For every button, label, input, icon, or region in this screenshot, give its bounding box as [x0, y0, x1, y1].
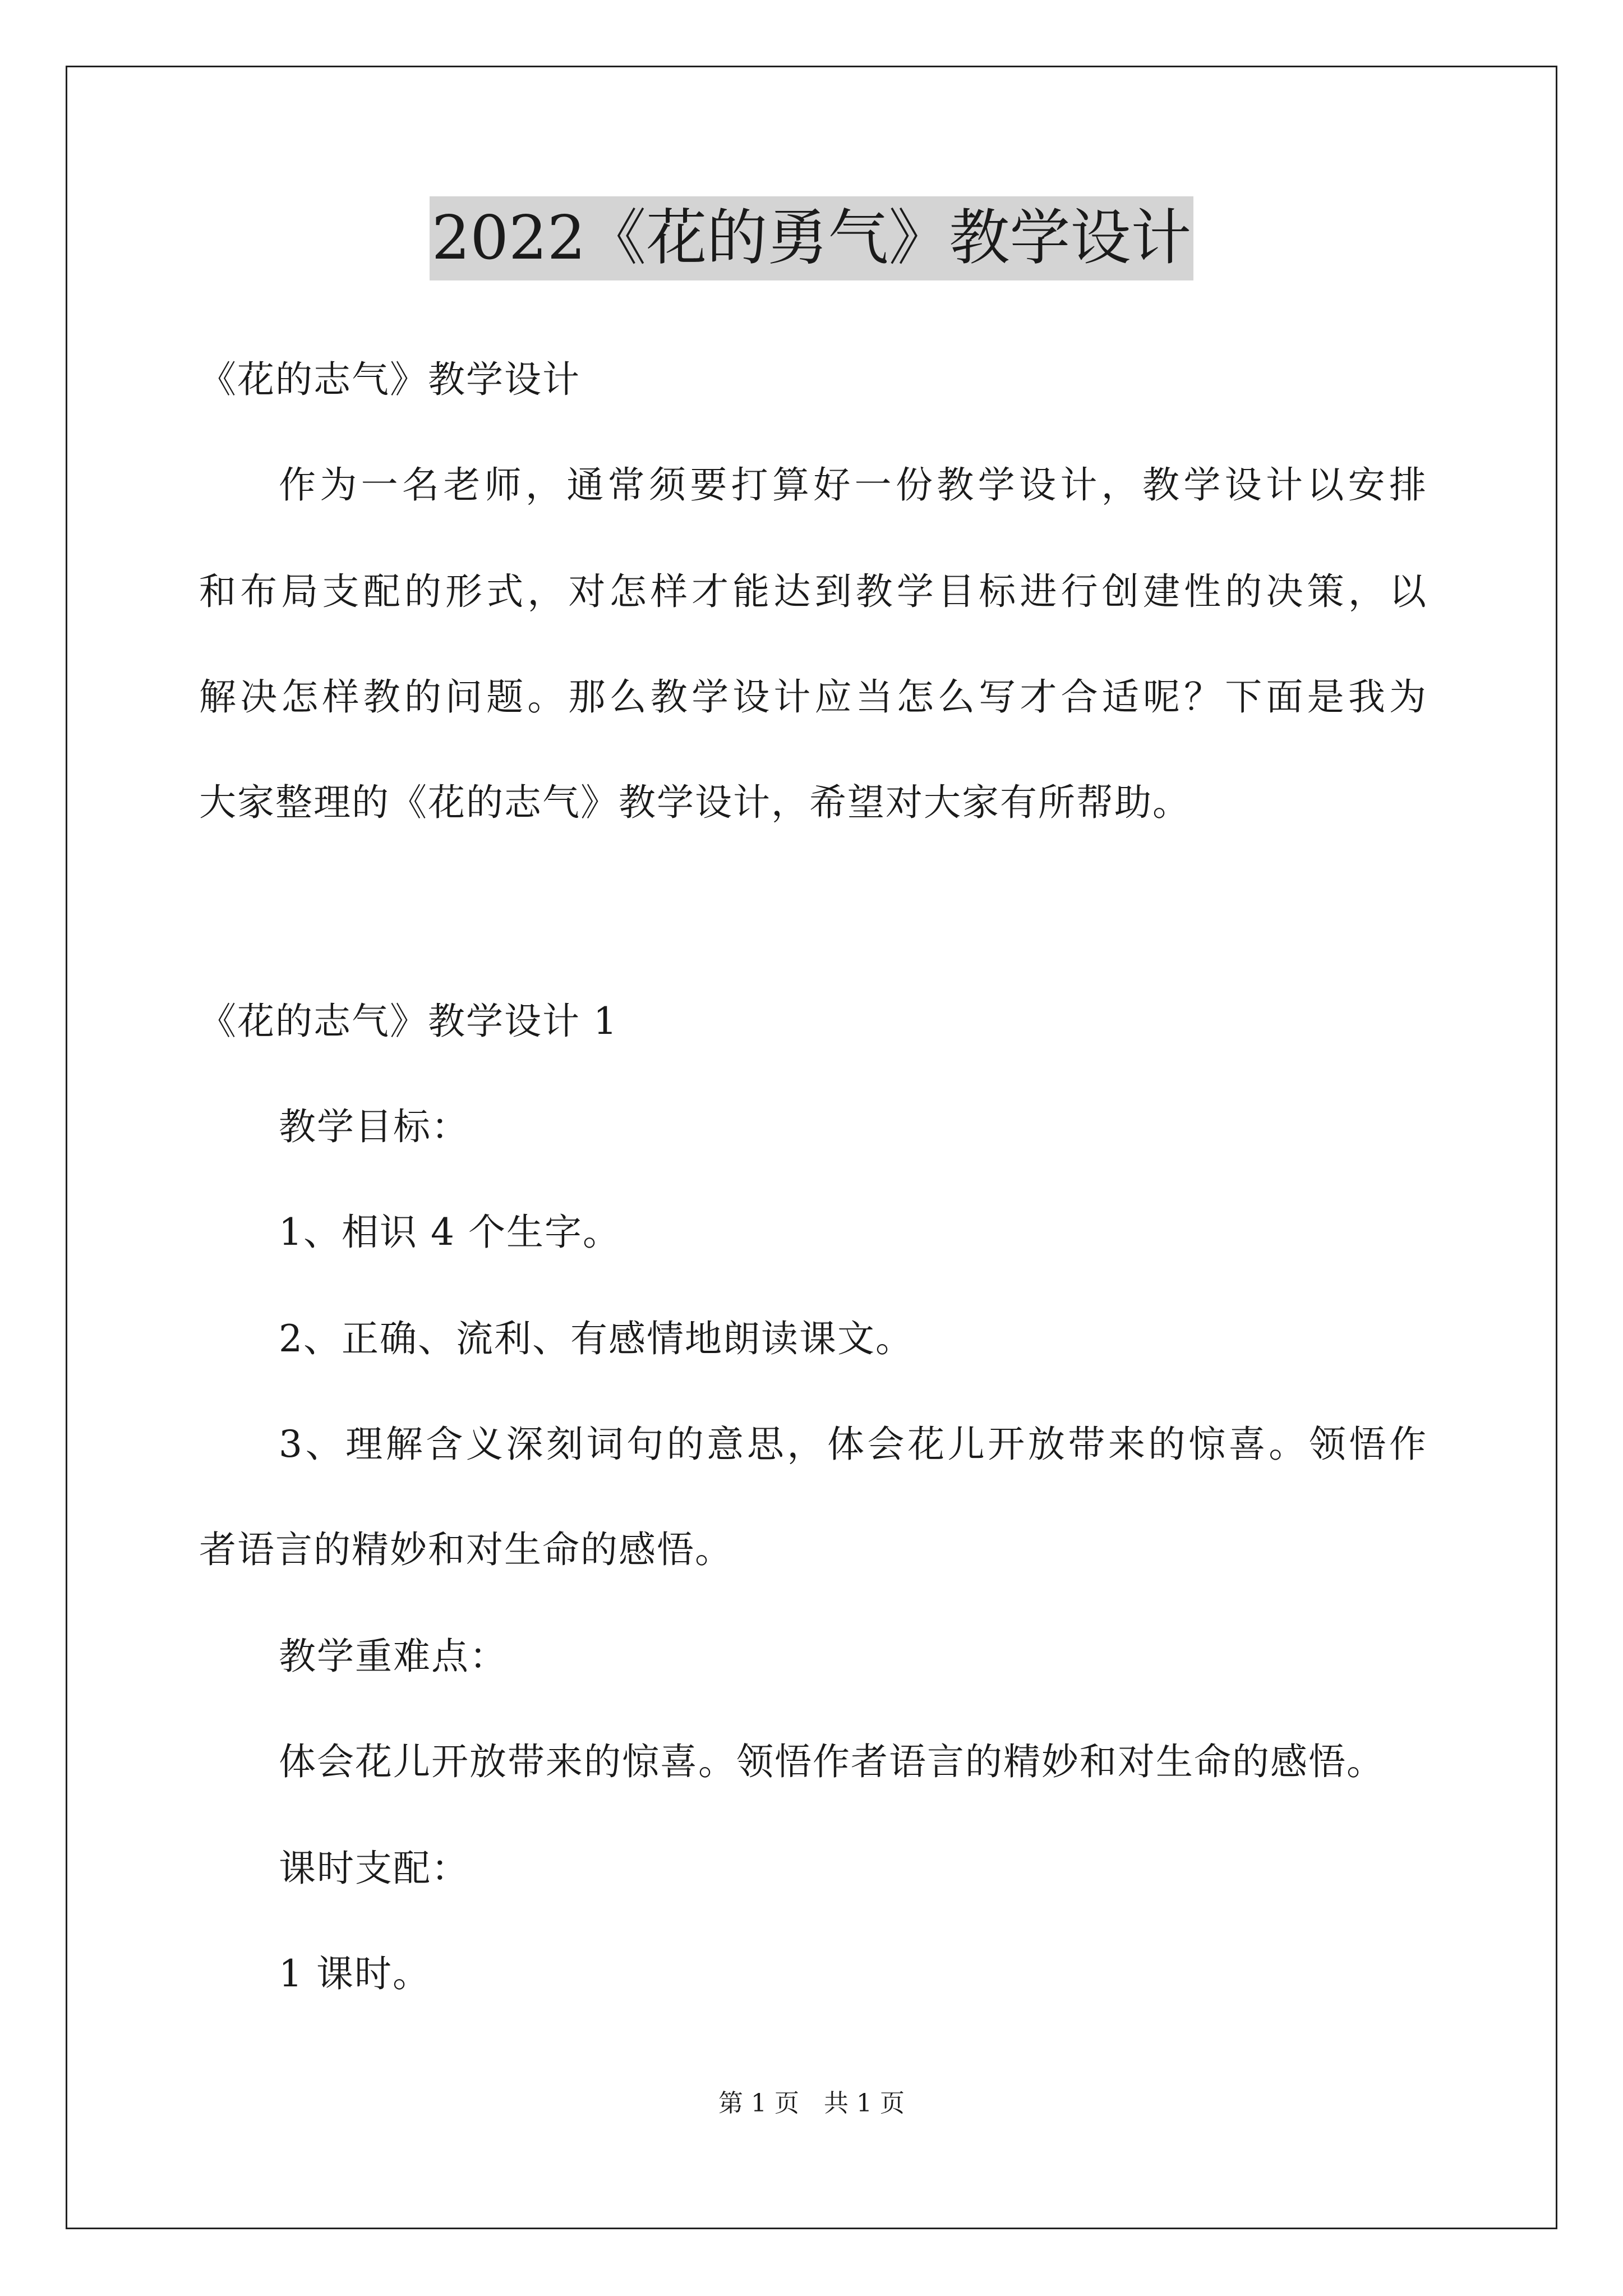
title-container [0, 196, 1623, 280]
document-subtitle: 《花的志气》教学设计 [199, 358, 580, 401]
goal-2: 2、正确、流利、有感情地朗读课文。 [279, 1317, 914, 1360]
page-footer: 第 1 页 共 1 页 [718, 2089, 905, 2118]
schedule-text: 1 课时。 [279, 1952, 431, 1995]
intro-line-2: 和布局支配的形式，对怎样才能达到教学目标进行创建性的决策，以 [199, 570, 1427, 613]
section-heading: 《花的志气》教学设计 1 [199, 1000, 618, 1043]
key-points-text: 体会花儿开放带来的惊喜。领悟作者语言的精妙和对生命的感悟。 [279, 1740, 1385, 1783]
goal-3-line-2: 者语言的精妙和对生命的感悟。 [199, 1528, 733, 1571]
intro-line-3: 解决怎样教的问题。那么教学设计应当怎么写才合适呢？下面是我为 [199, 675, 1427, 719]
goals-heading: 教学目标： [279, 1105, 469, 1148]
schedule-heading: 课时支配： [279, 1847, 469, 1890]
key-points-heading: 教学重难点： [279, 1635, 508, 1678]
intro-line-1: 作为一名老师，通常须要打算好一份教学设计，教学设计以安排 [279, 463, 1427, 507]
goal-3-line-1: 3、理解含义深刻词句的意思，体会花儿开放带来的惊喜。领悟作 [279, 1423, 1427, 1466]
goal-1: 1、相识 4 个生字。 [279, 1211, 621, 1254]
intro-line-4: 大家整理的《花的志气》教学设计，希望对大家有所帮助。 [199, 781, 1191, 824]
document-title: 2022《花的勇气》教学设计 [430, 196, 1194, 280]
